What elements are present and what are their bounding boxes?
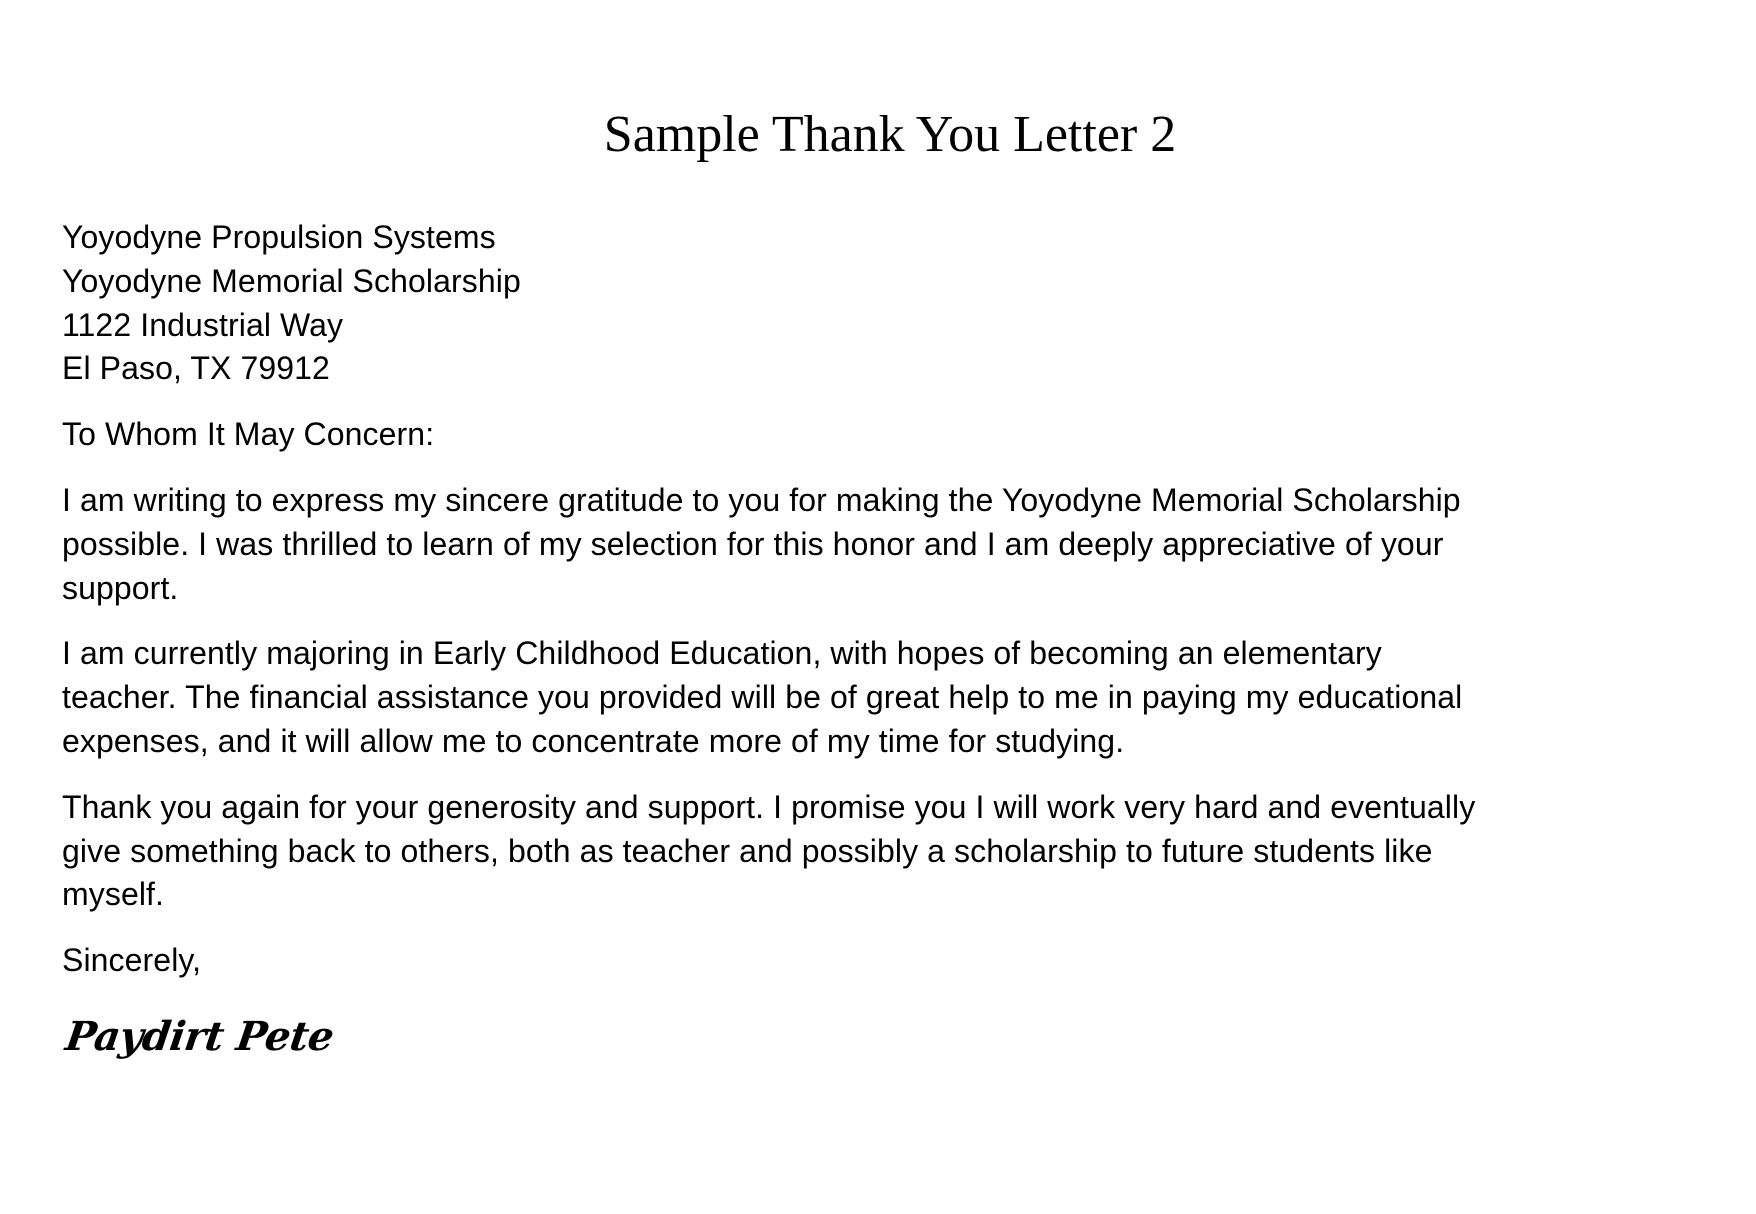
- paragraph-promise: [62, 786, 1662, 917]
- address-line-scholarship: Yoyodyne Memorial Scholarship: [62, 262, 521, 299]
- letter-body: [62, 216, 1662, 1065]
- address-line-organization: Yoyodyne Propulsion Systems: [62, 219, 496, 255]
- recipient-address: [62, 216, 1662, 391]
- paragraph-line: possible. I was thrilled to learn of my selection for this honor and I am deeply appreciative of your: [62, 525, 1444, 562]
- paragraph-gratitude: [62, 479, 1662, 610]
- salutation: To Whom It May Concern:: [62, 416, 435, 453]
- address-line-street: 1122 Industrial Way: [62, 306, 344, 343]
- paragraph-line: myself.: [62, 876, 165, 913]
- paragraph-line: expenses, and it will allow me to concentrate more of my time for studying.: [62, 722, 1125, 759]
- paragraph-line: I am writing to express my sincere gratitude to you for making the Yoyodyne Memorial Scholarship: [62, 481, 1461, 518]
- paragraph-major: [62, 632, 1662, 763]
- closing: Sincerely,: [62, 942, 202, 979]
- document-title: Sample Thank You Letter 2: [603, 106, 1177, 163]
- address-line-city-state-zip: El Paso, TX 79912: [62, 350, 330, 387]
- paragraph-line: give something back to others, both as teacher and possibly a scholarship to future students like: [62, 832, 1433, 869]
- paragraph-line: support.: [62, 569, 179, 606]
- signature: Paydirt Pete: [62, 1012, 337, 1060]
- paragraph-line: Thank you again for your generosity and support. I promise you I will work very hard and eventually: [62, 788, 1476, 825]
- paragraph-line: I am currently majoring in Early Childhood Education, with hopes of becoming an elementary: [62, 635, 1382, 672]
- paragraph-line: teacher. The financial assistance you provided will be of great help to me in paying my educational: [62, 679, 1463, 716]
